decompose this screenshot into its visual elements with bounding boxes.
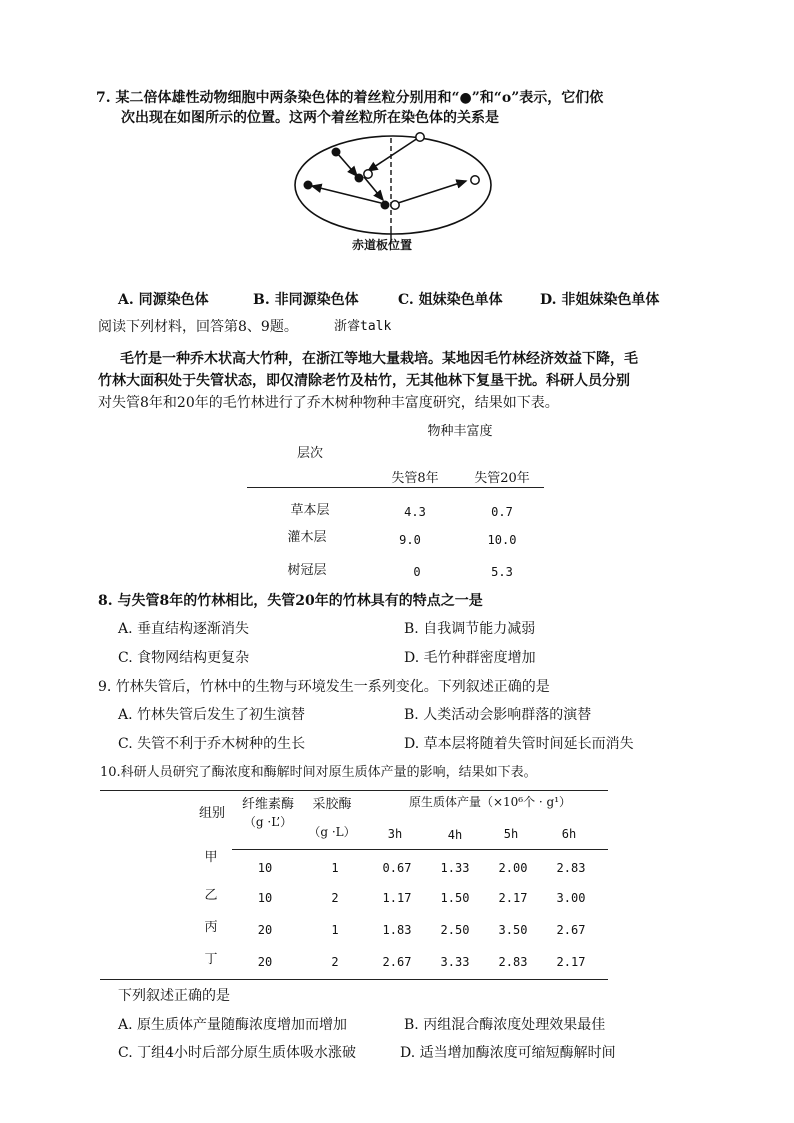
q8-option-a: A. 垂直结构逐渐消失 (118, 621, 250, 637)
equatorial-plate-label: 赤道板位置 (352, 238, 413, 252)
table1-row-name: 灌木层 (287, 530, 327, 545)
q7-option-d: D. 非姐妹染色单体 (540, 292, 660, 308)
table1-cell: 0 (413, 565, 421, 579)
table2-cell: 2.67 (556, 923, 586, 937)
table2-cell: 1.33 (440, 861, 470, 875)
table2-header-cellulase-unit: （g ·L’） (243, 815, 293, 829)
table2-cell: 1.17 (382, 891, 412, 905)
q7-option-a: A. 同源染色体 (118, 292, 209, 308)
q10-option-b: B. 丙组混合酶浓度处理效果最佳 (404, 1017, 606, 1033)
passage-line2: 竹林大面积处于失管状态，即仅清除老竹及枯竹，无其他林下复垦干扰。科研人员分别 (98, 373, 630, 389)
table2-group-cell: 甲 (204, 850, 218, 865)
table2-cell: 1.83 (382, 923, 412, 937)
table1-header-layer: 层次 (296, 446, 323, 461)
table1-col-20yr: 失管20年 (474, 471, 530, 486)
arrow-3 (364, 177, 383, 200)
table2-cell: 2.50 (440, 923, 470, 937)
table2-header-yield: 原生质体产量（×10⁶个 · g¹） (408, 795, 572, 809)
table2-cell: 1.50 (440, 891, 470, 905)
table2-group-cell: 丁 (204, 952, 218, 967)
table2-header-pectinase-unit: （g ·L） (308, 825, 356, 839)
filled-centromere (355, 174, 364, 183)
passage-line3: 对失管8年和20年的毛竹林进行了乔木树种物种丰富度研究，结果如下表。 (98, 395, 559, 411)
q7-option-b: B. 非同源染色体 (253, 292, 359, 308)
table2-cell: 2.83 (556, 861, 586, 875)
table2-bottom-rule (100, 979, 608, 980)
table2-cell: 1 (331, 923, 339, 937)
q8-stem: 8. 与失管8年的竹林相比，失管20年的竹林具有的特点之一是 (98, 593, 483, 609)
q9-option-a: A. 竹林失管后发生了初生演替 (118, 707, 306, 723)
q10-option-d: D. 适当增加酶浓度可缩短酶解时间 (400, 1045, 616, 1061)
q9-option-b: B. 人类活动会影响群落的演替 (404, 707, 592, 723)
open-centromere (471, 176, 479, 184)
table1-row-name: 树冠层 (287, 563, 327, 578)
q8-option-b: B. 自我调节能力减弱 (404, 621, 536, 637)
table2-header-3h: 3h (387, 827, 403, 841)
arrow-1 (337, 153, 357, 176)
table1-cell: 9.0 (399, 533, 421, 547)
table1-col-8yr: 失管8年 (391, 471, 439, 486)
table2-cell: 1 (331, 861, 339, 875)
cell-division-figure (288, 128, 498, 252)
table2-cell: 10 (257, 861, 273, 875)
q10-option-c: C. 丁组4小时后部分原生质体吸水涨破 (118, 1045, 357, 1061)
q7-option-c: C. 姐妹染色单体 (398, 292, 503, 308)
table2-group-cell: 乙 (204, 888, 218, 903)
table1-cell: 5.3 (491, 565, 513, 579)
table2-cell: 2 (331, 955, 339, 969)
table1-rule (247, 487, 544, 488)
table2-top-rule (100, 790, 608, 791)
table2-cell: 2.83 (498, 955, 528, 969)
table2-cell: 2 (331, 891, 339, 905)
table1-cell: 4.3 (404, 505, 426, 519)
table2-cell: 10 (257, 891, 273, 905)
open-centromere (364, 170, 372, 178)
q9-option-d: D. 草本层将随着失管时间延长而消失 (404, 736, 634, 752)
table2-cell: 2.67 (382, 955, 412, 969)
q9-option-c: C. 失管不利于乔木树种的生长 (118, 736, 306, 752)
filled-centromere (304, 181, 313, 190)
q10-prompt: 下列叙述正确的是 (118, 988, 230, 1004)
q9-stem: 9. 竹林失管后，竹林中的生物与环境发生一系列变化。下列叙述正确的是 (98, 679, 550, 695)
table2-header-6h: 6h (561, 827, 577, 841)
table2-header-cellulase: 纤维素酶 (241, 797, 294, 812)
filled-centromere (381, 201, 390, 210)
watermark-text: 浙睿talk (334, 319, 392, 334)
table2-header-4h: 4h (447, 828, 463, 842)
cell-outline (295, 136, 491, 234)
table2-cell: 3.50 (498, 923, 528, 937)
passage-intro: 阅读下列材料，回答第8、9题。 (98, 319, 298, 335)
q7-stem-line2: 次出现在如图所示的位置。这两个着丝粒所在染色体的关系是 (121, 110, 499, 126)
table1-header-richness: 物种丰富度 (427, 424, 493, 439)
table2-cell: 20 (257, 955, 273, 969)
table1-row-name: 草本层 (290, 503, 330, 518)
q7-stem-line1: 7. 某二倍体雄性动物细胞中两条染色体的着丝粒分别用和“●”和“o”表示，它们依 (96, 90, 604, 106)
passage-line1: 毛竹是一种乔木状高大竹种，在浙江等地大量栽培。某地因毛竹林经济效益下降，毛 (120, 351, 638, 367)
q8-option-d: D. 毛竹种群密度增加 (404, 650, 536, 666)
arrow-5 (398, 181, 466, 203)
open-centromere (391, 201, 399, 209)
q10-option-a: A. 原生质体产量随酶浓度增加而增加 (118, 1017, 348, 1033)
table2-cell: 3.00 (556, 891, 586, 905)
filled-centromere (332, 148, 341, 157)
table2-cell: 2.17 (556, 955, 586, 969)
table2-cell: 2.17 (498, 891, 528, 905)
table2-cell: 20 (257, 923, 273, 937)
table2-group-cell: 丙 (204, 920, 218, 935)
table2-header-pectinase: 采胶酶 (312, 797, 352, 812)
table2-cell: 0.67 (382, 861, 412, 875)
table2-cell: 3.33 (440, 955, 470, 969)
table2-cell: 2.00 (498, 861, 528, 875)
arrow-4 (312, 186, 381, 203)
open-centromere (416, 133, 424, 141)
table1-cell: 10.0 (487, 533, 517, 547)
arrow-2 (368, 138, 418, 171)
q10-stem: 10.科研人员研究了酶浓度和酶解时间对原生质体产量的影响，结果如下表。 (100, 765, 537, 780)
table1-cell: 0.7 (491, 505, 513, 519)
table2-inner-rule (232, 849, 608, 850)
table2-header-5h: 5h (503, 827, 519, 841)
table2-header-group: 组别 (198, 806, 225, 821)
q8-option-c: C. 食物网结构更复杂 (118, 650, 250, 666)
